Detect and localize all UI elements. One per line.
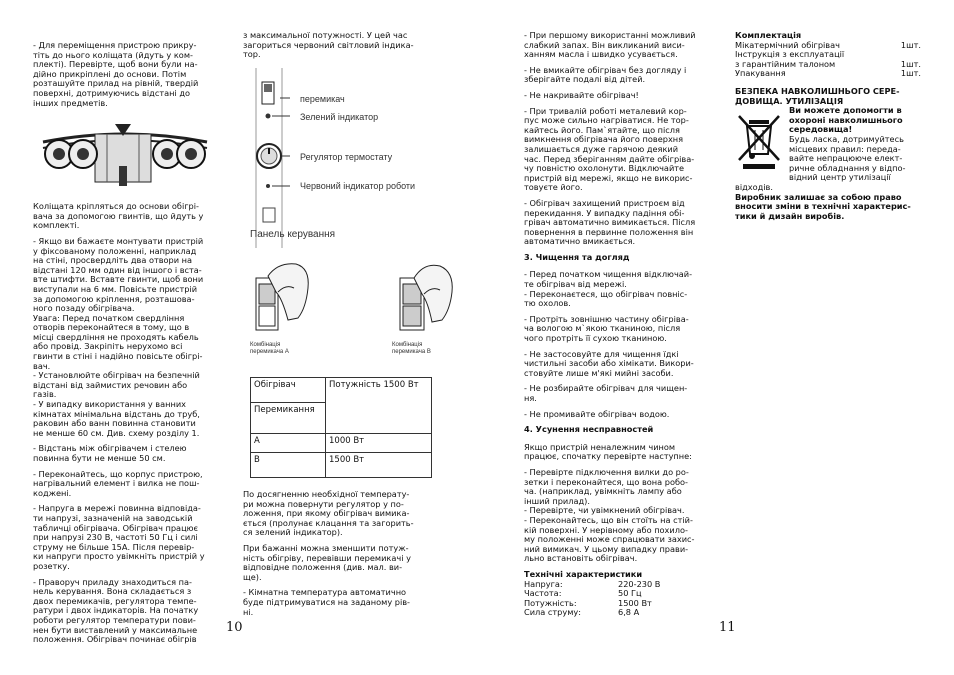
kit-row: з гарантійним талоном 1шт. — [735, 58, 921, 69]
manufacturer-note: Виробник залишає за собою право вносити зміни в технічні характерис- тики й дизайн виробів. — [735, 191, 911, 221]
eco-tail: відходів. — [735, 181, 773, 192]
table-cell: Обігрівач — [251, 378, 326, 403]
hand-switch-b-illustration — [390, 258, 460, 338]
eco-bold-text: Ви можете допомогти в охороні навколишнього середовища! — [789, 105, 903, 135]
tech-specs-title: Технічні характеристики — [524, 568, 643, 579]
page-number-right: 11 — [719, 620, 736, 635]
paragraph: - Обігрівач захищений пристроєм від перекидання. У випадку падіння обі- грівач автоматично вимикається. Після повернення в первинне положення він автоматично вмикається. — [524, 197, 696, 247]
eco-text: Будь ласка, дотримуйтесь місцевих правил: переда- вайте непрацююче елект- ричне обладнання у відпо- відний центр утилізації — [789, 133, 906, 183]
panel-label-red-indicator: Червоний індикатор роботи — [300, 181, 416, 191]
left-column-2-bottom — [243, 490, 433, 623]
paragraph: - Переконайтесь, що корпус пристрою, нагрівальний елемент і вилка не пош- коджені. — [33, 468, 203, 498]
kit-row: Інструкція з експлуатації — [735, 49, 845, 60]
paragraph: - Для переміщення пристрою прикру- тіть до нього коліщата (йдуть у ком- плекті). Перевірте, щоб вони були на- дійно прикріплені до основи. Потім розташуйте прилад на рівній, твердій поверхні, дотримуючись відстані до інших предметів. — [33, 40, 199, 108]
paragraph: - Праворуч приладу знаходиться па- нель керування. Вона складається з двох перемикачів, регулятора темпе- ратури і двох індикаторів. На початку роботи регулятор температури пови- нен бути виставлений у максимальне положення. Обігрівач починає обігрів — [33, 576, 199, 645]
paragraph: - Не накривайте обігрівач! — [524, 89, 639, 100]
paragraph: - Напруга в мережі повинна відповіда- ти напрузі, зазначеній на заводській табличці обігрівача. Обігрівач працює при напрузі 230 В, частоті 50 Гц і силі струму не більше 15А. Після перевір- ки напруги просто увімкніть пристрій у розетку. — [33, 503, 205, 571]
paragraph: По досягненню необхідної температу- ри можна повернути регулятор у по- ложення, при якому обігрівач вимика- ється (пролунає клацання та загорить- ся зелений індикатор). — [243, 489, 414, 538]
paragraph: - Протріть зовнішню частину обігріва- ча вологою м`якою тканиною, після чого протріть її сухою тканиною. — [524, 313, 689, 344]
paragraph: - Не розбирайте обігрівач для чищен- ня. — [524, 383, 688, 403]
table-cell: 1000 Вт — [326, 434, 432, 453]
kit-row: Мікатермічний обігрівач 1шт. — [735, 39, 921, 50]
power-table — [250, 377, 432, 478]
panel-label-green-indicator: Зелений індикатор — [300, 112, 379, 122]
paragraph: Якщо пристрій неналежним чином працює, спочатку перевірте наступне: — [524, 441, 692, 462]
paragraph: Коліщата кріпляться до основи обігрі- вача за допомогою гвинтів, що йдуть у комплекті. — [33, 201, 204, 231]
combo-b-caption: Комбінація перемикача В — [392, 342, 431, 355]
left-column-2 — [243, 31, 433, 66]
section-heading-troubleshooting: 4. Усунення несправностей — [524, 424, 654, 435]
table-cell: 1500 Вт — [326, 453, 432, 478]
section-heading-cleaning: 3. Чищення та догляд — [524, 251, 630, 262]
table-cell: В — [251, 453, 326, 478]
paragraph: - Перед початком чищення відключай- те обігрівач від мережі. - Переконаєтеся, що обігрівач повніс- тю охолов. — [524, 269, 693, 309]
spec-row: Напруга: 220-230 В — [524, 578, 661, 589]
paragraph: - При першому використанні можливий слабкий запах. Він викликаний виси- ханням масла і швидко усувається. — [524, 30, 696, 60]
spec-row: Сила струму: 6,8 А — [524, 607, 640, 618]
kit-title: Комплектація — [735, 30, 802, 40]
right-column-2 — [735, 31, 921, 221]
hand-switch-a-illustration — [248, 258, 318, 338]
paragraph: - Кімнатна температура автоматично буде підтримуватися на заданому рів- ні. — [243, 587, 411, 617]
table-cell: Потужність 1500 Вт — [326, 378, 432, 434]
paragraph: - Не вмикайте обігрівач без догляду і зберігайте подалі від дітей. — [524, 64, 687, 85]
crossed-bin-icon — [735, 110, 785, 172]
spec-row: Потужність: 1500 Вт — [524, 597, 652, 608]
panel-label-thermostat: Регулятор термостату — [300, 152, 393, 162]
table-cell: Перемикання — [251, 403, 326, 434]
eco-text-block — [789, 106, 905, 183]
paragraph: При бажанні можна зменшити потуж- ність обігріву, перевівши перемикачі у відповідне положення (див. мал. ви- ще). — [243, 542, 411, 582]
paragraph: - Відстань між обігрівачем і стелею повинна бути не менше 50 см. — [33, 443, 187, 463]
paragraph: - Перевірте підключення вилки до ро- зетки і переконайтеся, що вона робо- ча. (наприклад, увімкніть лампу або інший прилад). - Перевірте, чи увімкнений обігрівач. - Переконайтесь, що він стоїть на стій- кій поверхні. У нерівному або похило- му положенні може спрацювати захис- ний вимикач. У цьому випадку прави- льно встановіть обігрівач. — [524, 466, 695, 564]
eco-title: БЕЗПЕКА НАВКОЛИШНЬОГО СЕРЕ- ДОВИЩА. УТИЛІЗАЦІЯ — [735, 85, 900, 106]
paragraph: - Не промивайте обігрівач водою. — [524, 408, 670, 419]
left-column-1 — [33, 41, 218, 651]
page-number-left: 10 — [226, 620, 243, 635]
combo-a-caption: Комбінація перемикача А — [250, 342, 289, 355]
wheel-assembly-illustration — [35, 114, 215, 192]
paragraph: - Не застосовуйте для чищення їдкі чистильні засоби або хімікати. Викори- стовуйте лише м'які мийні засоби. — [524, 348, 694, 378]
paragraph: з максимальної потужності. У цей час загориться червоний світловий індика- тор. — [243, 30, 414, 60]
spec-row: Частота: 50 Гц — [524, 588, 642, 599]
eco-section — [735, 106, 921, 183]
panel-caption: Панель керування — [250, 229, 336, 240]
right-column-1 — [524, 31, 714, 618]
paragraph: - При тривалій роботі металевий кор- пус може сильно нагріватися. Не тор- кайтесь його. Пам`ятайте, що після вимкнення обігрівача його поверхня залишається дуже гарячою деякий час. Перед зберіганням дайте обігріва- чу повністю охолонути. Відключайте пристрій від мережі, якщо не викорис- товуєте його. — [524, 105, 695, 193]
paragraph: - Якщо ви бажаєте монтувати пристрій у фіксованому положенні, наприклад на стіні, просвердліть два отвори на відстані 120 мм один від іншого і вста- вте штифти. Вставте гвинти, щоб вони виступали на 6 мм. Повісьте пристрій за допомогою кріплення, розташова- ного позаду обігрівача. Увага: Перед початком свердління отворів переконайтеся в тому, що в місці свердління не проходять кабель або провід. Закріпіть нерухомо всі гвинти в стіні і надійно повісьте обігрі- вач. - Установлюйте обігрівач на безпечній відстані від займистих речовин або газів. - У випадку використання у ванних кімнатах мінімальна відстань до труб, раковин або ванн повинна становити не менше 60 см. Див. схему розділу 1. — [33, 235, 204, 438]
panel-label-switch: перемикач — [300, 94, 345, 104]
kit-row: Упакування 1шт. — [735, 68, 921, 79]
table-cell: А — [251, 434, 326, 453]
